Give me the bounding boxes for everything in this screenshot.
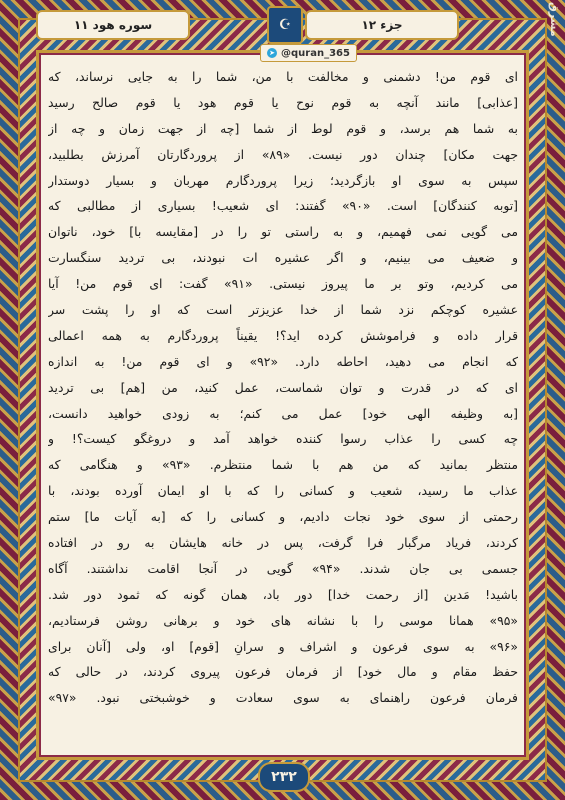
telegram-icon: ➤ [267, 48, 277, 58]
telegram-handle: @quran_365 [281, 47, 350, 59]
text-line: می گویی نمی فهمیم، و به راستی تو را در [مقایسه با] خود، ناتوان [48, 224, 518, 240]
text-line: به شما هم برسد، و قوم لوط از شما [چه از جهت زمان و چه از [48, 120, 518, 136]
seal-icon: ☪ [267, 6, 303, 44]
text-line: حفظ مقام و مال خود] از فرمان فرعون پیروی کردند، در حالی که [48, 664, 518, 680]
text-line: قرار داده و فراموشش کرده اید؟! یقیناً پروردگارم به همه اعمالی [48, 327, 518, 343]
text-line: سپس به سوی او بازگردید؛ زیرا پروردگارم مهربان و بسیار دوستدار [48, 172, 518, 188]
page-header [36, 4, 529, 48]
telegram-badge[interactable] [260, 44, 357, 62]
text-line: جهت مکان] چندان دور نیست. «۸۹» از پروردگارتان آمرزش بطلبید، [48, 146, 518, 162]
text-line: که انجام می دهید، احاطه دارد. «۹۲» و ای قوم من! به اندازه [48, 353, 518, 369]
text-line: ای که در قدرت و توان شماست، عمل کنید، من [هم] بی تردید [48, 379, 518, 395]
text-line: [عذابی] مانند آنچه به قوم نوح یا قوم هود یا قوم صالح رسید [48, 94, 518, 110]
surah-label: سوره هود ۱۱ [36, 10, 190, 40]
text-line: «۹۶» به سوی فرعون و اشراف و سرانِ [قوم] او، ولی [آنان برای [48, 638, 518, 654]
text-line: [توبه کنندگان] است. «۹۰» گفتند: ای شعیب! بسیاری از مطالبی که [48, 198, 518, 214]
text-line: چه کسی را عذاب رسوا کننده خواهد آمد و دروغگو کیست؟! و [48, 431, 518, 447]
watermark-logo: مشرق [548, 2, 561, 37]
page-number: ۲۳۲ [258, 762, 310, 792]
text-line: عشیره کوچکم نزد شما از خدا عزیزتر است که او را پشت سر [48, 302, 518, 318]
text-line: منتظر بمانید که من هم با شما منتظرم. «۹۳» و هنگامی که [48, 457, 518, 473]
text-line: کردند، فریاد مرگبار فرا گرفت، پس در خانه هایشان به رو در افتاده [48, 535, 518, 551]
text-line: عذاب ما رسید، شعیب و کسانی را که با او ایمان آورده بودند، با [48, 483, 518, 499]
text-line: [به وظیفه الهی خود] عمل می کنم؛ به زودی خواهید دانست، [48, 405, 518, 421]
text-line: جسمی بی جان شدند. «۹۴» گویی در آنجا اقامت نداشتند. آگاه [48, 560, 518, 576]
text-line: «۹۵» همانا موسی را با نشانه های خود و برهانی روشن فرستادیم، [48, 612, 518, 628]
juz-label: جزء ۱۲ [305, 10, 459, 40]
text-line: ای قوم من! دشمنی و مخالفت با من، شما را به جایی نرساند، که [48, 69, 518, 84]
text-line: باشید! مَدین [از رحمت خدا] دور باد، همان گونه که ثمود دور شد. [48, 586, 518, 602]
text-line: می کردیم، وتو بر ما پیروز نیستی. «۹۱» گفت: ای قوم من! آیا [48, 276, 518, 292]
text-line: فرمان فرعون راهنمای به سوی سعادت و خوشبختی نبود. «۹۷» [48, 690, 518, 706]
translation-text [48, 64, 518, 734]
text-line: رحمتی از سوی خود نجات دادیم، و کسانی را که [به آیات ما] ستم [48, 509, 518, 525]
text-line: و ضعیف می بینیم، و اگر عشیره ات نبودند، بی تردید سنگسارت [48, 250, 518, 266]
